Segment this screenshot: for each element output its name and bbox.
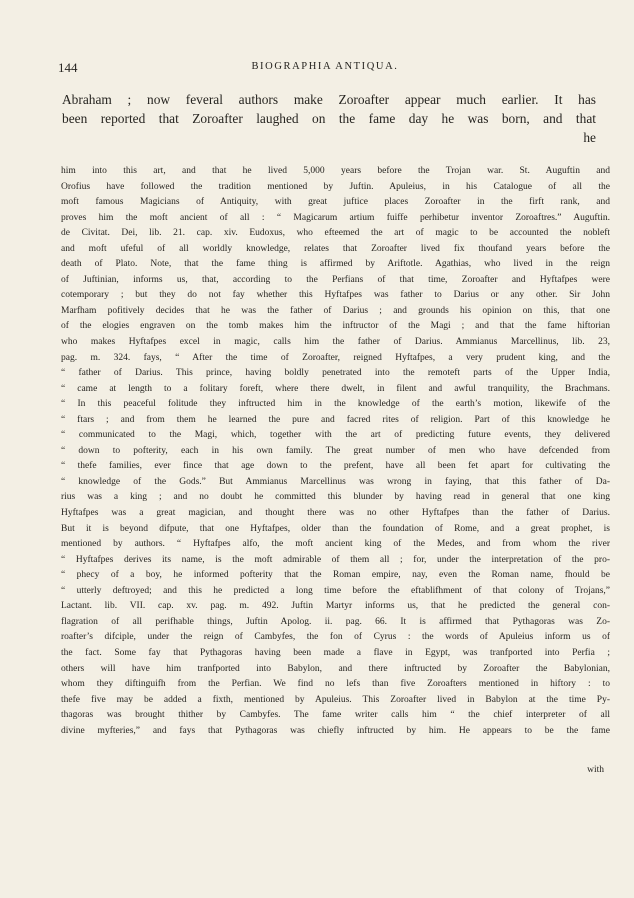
footnote-line: de Civitat. Dei, lib. 21. cap. xiv. Eudoxus, who efteemed the art of magic to be accounted the nobleft (61, 228, 610, 239)
footnote-line: pag. m. 324. fays, “ After the time of Zoroafter, reigned Hyftafpes, a very prudent king, and the (61, 352, 610, 363)
main-text-line: Abraham ; now feveral authors make Zoroafter appear much earlier. It has (62, 92, 596, 107)
footnote-line: him into this art, and that he lived 5,000 years before the Trojan war. St. Auguftin and (61, 166, 610, 176)
footnote-line: and moft ufeful of all worldly knowledge, relates that Zoroafter lived fix thoufand years before the (61, 243, 610, 254)
running-head: BIOGRAPHIA ANTIQUA. (251, 61, 399, 72)
main-catchword: he (583, 130, 596, 145)
footnote-line: “ knowledge of the Gods.” But Ammianus Marcellinus was wrong in faying, that this father of Da- (61, 476, 610, 487)
page-number: 144 (58, 60, 78, 75)
footnote-line: others will have him tranfported into Babylon, and there inftructed by Zoroafter the Babylonian, (61, 663, 610, 674)
footnote-line: “ father of Darius. This prince, having boldly penetrated into the remoteft parts of the Upper India, (61, 368, 610, 379)
footnote-line: whom they diftinguifh from the Perfian. We find no lefs than five Zoroafters mentioned in hiftory : to (61, 679, 610, 690)
footnote-line: Marfham pofitively decides that he was the father of Darius ; and grounds his opinion on this, that one (61, 305, 610, 316)
footnote-line: “ Hyftafpes derives its name, is the moft admirable of them all ; for, under the interpretation of the pro- (61, 554, 610, 565)
main-text (62, 90, 596, 128)
footnote-line: mentioned by authors. “ Hyftafpes alfo, the moft ancient king of the Medes, and from whom the river (61, 539, 610, 550)
footnote-line: “ communicated to the Magi, which, together with the art of predicting future events, they delivered (61, 430, 610, 441)
footnote-line: flagration of all perifhable things, Juftin Apolog. ii. pag. 66. It is affirmed that Pythagoras was Zo- (61, 616, 610, 627)
footnote-line: of the elogies engraven on the tomb makes him the inftructor of the Magi ; and that the fame hiftorian (61, 321, 610, 332)
footnote-line: moft famous Magicians of Antiquity, with great juftice places Zoroafter in the firft rank, and (61, 197, 610, 208)
footnote-line: “ came at length to a folitary foreft, where there dwelt, in filent and awful tranquility, the Brachmans. (61, 383, 610, 394)
footnote-line: “ phecy of a boy, he informed pofterity that the Roman empire, nay, even the Roman name, fhould be (61, 570, 610, 581)
footnote-line: “ thefe families, ever fince that age down to the prefent, have all been fet apart for cultivating the (61, 461, 610, 472)
footnote-block (61, 164, 610, 739)
footnote-line: “ ftars ; and from them he learned the pure and facred rites of religion. Part of this knowledge he (61, 414, 610, 425)
footnote-line: proves him the moft ancient of all : “ Magicarum artium fuiffe perhibetur inventor Zoroaftres.” Auguftin. (61, 212, 610, 223)
page-header (58, 60, 592, 76)
footnote-line: rius was a king ; and no doubt he committed this blunder by having read in general that one king (61, 492, 610, 503)
footnote-line: thagoras was brought thither by Cambyfes. The fame writer calls him “ the chief interpreter of all (61, 710, 610, 721)
footnote-line: Hyftafpes was a great magician, and thought there was no other Hyftafpes than the father of Darius. (61, 508, 610, 519)
footnote-line: Orofius have followed the tradition mentioned by Juftin. Apuleius, in his Catalogue of all the (61, 181, 610, 192)
footnote-line: cotemporary ; but they do not fay whether this Hyftafpes was father to Darius or any other. Sir John (61, 290, 610, 301)
footnote-line: divine myfteries,” and fays that Pythagoras was chiefly inftructed by him. He appears to be the fame (61, 725, 610, 736)
footnote-line: “ In this peaceful folitude they inftructed him in the knowledge of the earth’s motion, likewife of the (61, 399, 610, 410)
footnote-line: who makes Hyftafpes excel in magic, calls him the father of Darius. Ammianus Marcellinus, lib. 23, (61, 337, 610, 348)
main-text-line: been reported that Zoroafter laughed on the fame day he was born, and that (62, 111, 596, 126)
footnote-catchword: with (587, 765, 604, 775)
footnote-line: the fact. Some fay that Pythagoras having been made a flave in Egypt, was tranfported into Perfia ; (61, 647, 610, 658)
footnote-line: “ utterly deftroyed; and this he predicted a long time before the eftablifhment of that colony of Trojans,” (61, 585, 610, 596)
footnote-line: of Juftinian, informs us, that, according to the Perfians of that time, Zoroafter and Hyftafpes were (61, 274, 610, 285)
footnote-line: But it is beyond difpute, that one Hyftafpes, older than the foundation of Rome, and a great prophet, is (61, 523, 610, 534)
footnote-line: Lactant. lib. VII. cap. xv. pag. m. 492. Juftin Martyr informs us, that he predicted the general con- (61, 601, 610, 612)
footnote-line: roafter’s difciple, under the reign of Cambyfes, the fon of Cyrus : the words of Apuleius inform us of (61, 632, 610, 643)
footnote-line: thefe five may be added a fixth, mentioned by Apuleius. This Zoroafter lived in Babylon at the time Py- (61, 694, 610, 705)
footnote-line: death of Plato. Note, that the fame thing is affirmed by Ariftotle. Agathias, who lived in the reign (61, 259, 610, 270)
footnote-line: “ down to pofterity, each in his own family. The great number of men who have defcended from (61, 445, 610, 456)
